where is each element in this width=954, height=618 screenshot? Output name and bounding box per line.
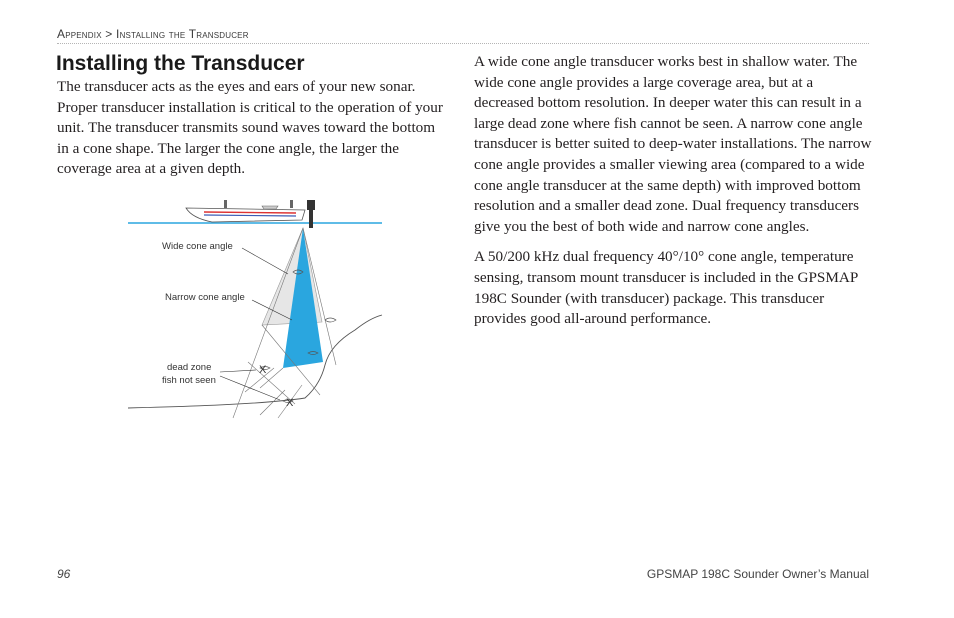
intro-paragraph: The transducer acts as the eyes and ears of your new sonar. Proper transducer installation is critical to the operation of your unit. The transducer transmits sound waves toward the bottom in a cone shape. The larger the cone angle, the larger the coverage area at a given depth. (57, 78, 443, 178)
header-divider (57, 43, 869, 44)
fish-not-seen-label: fish not seen (162, 375, 216, 386)
breadcrumb (57, 27, 249, 41)
dead-zone-x-mark: X (286, 397, 294, 409)
cone-diagram-svg (120, 190, 390, 425)
boat-icon (186, 200, 315, 228)
transducer-cone-diagram (120, 190, 390, 425)
cone-angle-paragraph: A wide cone angle transducer works best in shallow water. The wide cone angle provides a large coverage area, but at a decreased bottom resolution. In deeper water this can result in a large dead zone where fish cannot be seen. A narrow cone angle transducer is better suited to deep-water installations. The narrow cone angle provides a smaller viewing area (compared to a wide cone angle transducer at the same depth) with improved bottom resolution and a smaller dead zone. Dual frequency transducers give you the best of both wide and narrow cone angles. (474, 53, 872, 235)
manual-title: GPSMAP 198C Sounder Owner’s Manual (646, 567, 869, 581)
right-column (474, 52, 874, 340)
dead-zone-x-mark: X (259, 364, 267, 376)
page-title: Installing the Transducer (56, 52, 305, 75)
included-transducer-paragraph: A 50/200 kHz dual frequency 40°/10° cone angle, temperature sensing, transom mount transducer is included in the GPSMAP 198C Sounder (with transducer) package. This transducer provides good all-around performance. (474, 248, 858, 328)
breadcrumb-section[interactable]: Appendix (57, 27, 102, 41)
narrow-cone-label: Narrow cone angle (165, 292, 245, 303)
breadcrumb-separator: > (105, 27, 113, 41)
page-number: 96 (57, 567, 71, 581)
breadcrumb-page: Installing the Transducer (116, 27, 249, 41)
dead-zone-label: dead zone (167, 362, 212, 373)
left-column (57, 77, 449, 190)
wide-cone-label: Wide cone angle (162, 241, 233, 252)
